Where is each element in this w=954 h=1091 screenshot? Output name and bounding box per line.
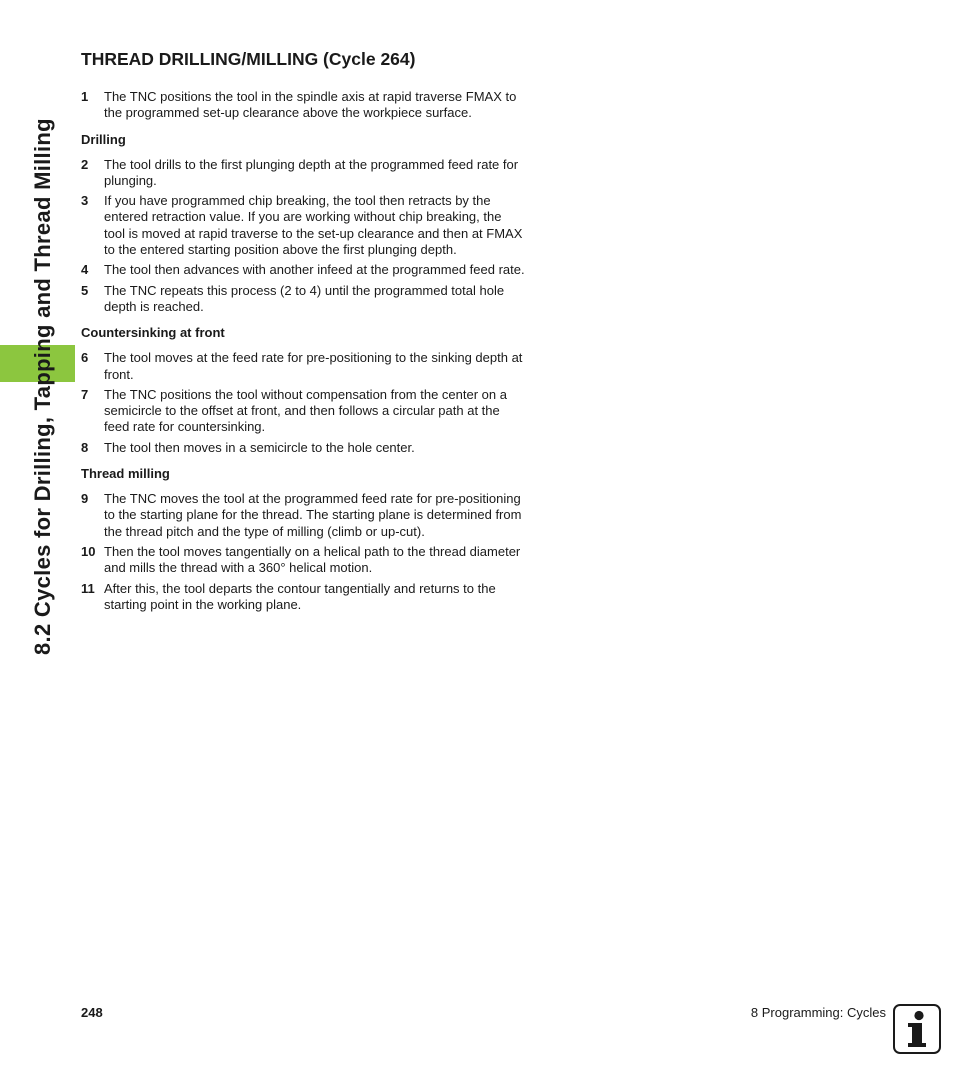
step-number: 4 [81,262,89,278]
step-text: The TNC positions the tool in the spindle axis at rapid traverse FMAX to the programmed set-up clearance above the workpiece surface. [104,89,517,121]
step-item [81,89,526,122]
step-number: 2 [81,156,89,172]
countersinking-steps [81,350,526,456]
main-content [81,48,526,617]
step-text: The tool moves at the feed rate for pre-positioning to the sinking depth at front. [104,350,523,382]
step-item [81,491,526,540]
step-text: The TNC moves the tool at the programmed feed rate for pre-positioning to the starting plane for the thread. The starting plane is determined from the thread pitch and the type of milling (climb or up-cut). [104,491,522,539]
chapter-label: 8 Programming: Cycles [750,1005,886,1020]
step-number: 3 [81,193,89,209]
step-text: The tool then advances with another infeed at the programmed feed rate. [104,262,525,278]
step-text: The tool drills to the first plunging depth at the programmed feed rate for plunging. [104,156,519,188]
section-heading-drilling: Drilling [81,131,126,147]
intro-steps [81,89,526,122]
page-number: 248 [81,1005,103,1020]
step-number: 5 [81,282,89,298]
info-icon[interactable] [893,1004,941,1054]
step-number: 10 [81,543,96,559]
step-item [81,544,526,577]
step-item [81,283,526,316]
thread-milling-steps [81,491,526,613]
step-text: The TNC repeats this process (2 to 4) until the programmed total hole depth is reached. [104,282,505,314]
drilling-steps [81,157,526,316]
step-number: 9 [81,491,89,507]
step-item [81,262,526,278]
step-number: 6 [81,350,89,366]
section-heading-countersinking: Countersinking at front [81,325,225,341]
step-item [81,581,526,614]
step-text: The tool then moves in a semicircle to the hole center. [104,439,415,455]
step-number: 1 [81,89,89,104]
step-item [81,387,526,436]
step-item [81,440,526,456]
side-chapter-title-text: 8.2 Cycles for Drilling, Tapping and Thread Milling [30,118,55,655]
step-text: Then the tool moves tangentially on a helical path to the thread diameter and mills the thread with a 360° helical motion. [104,543,521,576]
step-item [81,193,526,258]
step-item [81,350,526,383]
step-text: The TNC positions the tool without compensation from the center on a semicircle to the offset at front, and then follows a circular path at the feed rate for countersinking. [104,386,507,435]
step-item [81,157,526,190]
page-heading: THREAD DRILLING/MILLING (Cycle 264) [81,49,416,69]
step-number: 11 [81,580,95,596]
info-glyph [895,1006,939,1052]
side-chapter-title [25,55,61,655]
step-number: 7 [81,386,89,402]
section-heading-thread-milling: Thread milling [81,466,170,482]
step-text: If you have programmed chip breaking, the tool then retracts by the entered retraction value. If you are working without chip breaking, the tool is moved at rapid traverse to the set-up clearance and then at FMAX to the entered starting position above the first plunging depth. [104,193,523,258]
step-number: 8 [81,439,89,455]
step-text: After this, the tool departs the contour tangentially and returns to the starting point in the working plane. [104,580,496,612]
